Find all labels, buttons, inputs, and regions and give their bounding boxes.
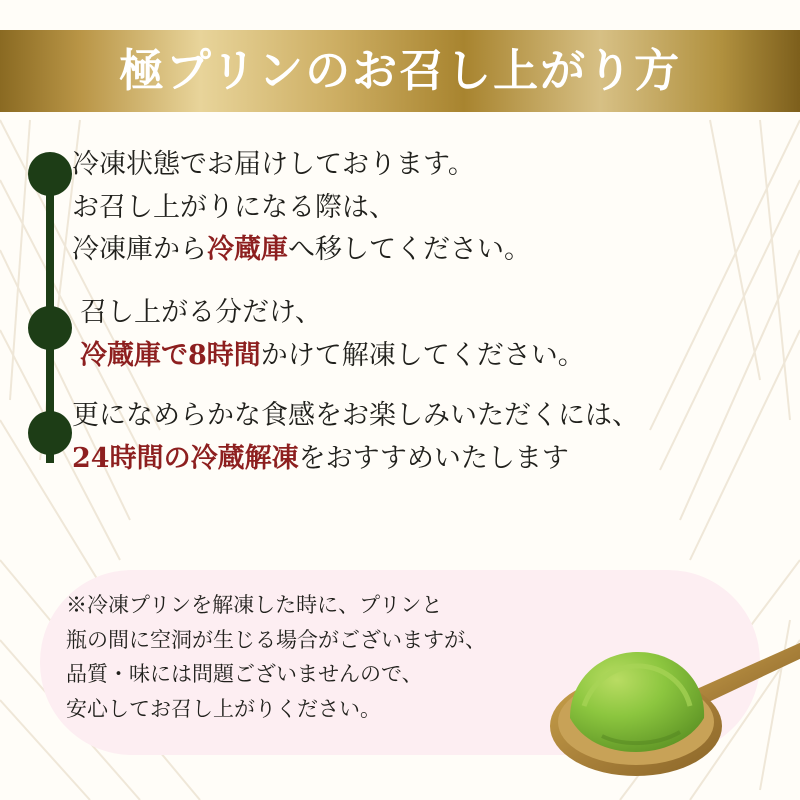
note-line-4: 安心してお召し上がりください。 bbox=[66, 696, 381, 721]
list-item bbox=[0, 284, 800, 377]
note-line-1: ※冷凍プリンを解凍した時に、プリンと bbox=[66, 593, 443, 617]
step-1-line-3 bbox=[72, 229, 800, 272]
text-segment: をおすすめいたします bbox=[298, 442, 569, 474]
step-3-line-2 bbox=[72, 438, 800, 481]
text-segment: かけて解凍してください。 bbox=[260, 339, 585, 371]
step-2-line-2 bbox=[80, 335, 800, 378]
text-segment: へ移してください。 bbox=[288, 234, 531, 266]
step-1-line-1 bbox=[72, 144, 800, 187]
bullet-circle-icon bbox=[28, 411, 72, 455]
highlight-text: 24時間の冷蔵解凍 bbox=[72, 442, 299, 474]
highlight-text: 冷蔵庫 bbox=[207, 234, 288, 266]
page-title: 極プリンのお召し上がり方 bbox=[118, 44, 682, 97]
bullet-circle-icon bbox=[28, 306, 72, 350]
list-item bbox=[0, 130, 800, 272]
step-2-text bbox=[72, 284, 800, 377]
text-segment: 更になめらかな食感をお楽しみいただくには、 bbox=[72, 400, 639, 432]
steps-list bbox=[0, 130, 800, 481]
step-3-line-1 bbox=[72, 395, 800, 438]
list-item bbox=[0, 389, 800, 480]
note-line-3: 品質・味には問題ございませんので、 bbox=[66, 662, 423, 687]
note-line-2: 瓶の間に空洞が生じる場合がございますが、 bbox=[66, 627, 486, 652]
text-segment: 冷凍状態でお届けしております。 bbox=[72, 149, 475, 180]
step-3-text bbox=[72, 389, 800, 480]
step-1-line-2 bbox=[72, 187, 800, 230]
step-1-text bbox=[72, 130, 800, 272]
text-segment: 召し上がる分だけ、 bbox=[80, 296, 322, 328]
text-segment: お召し上がりになる際は、 bbox=[72, 191, 396, 223]
highlight-text: 冷蔵庫で8時間 bbox=[80, 339, 261, 371]
step-connector-line bbox=[46, 174, 54, 326]
matcha-spoon-illustration bbox=[540, 600, 800, 800]
step-2-line-1 bbox=[80, 292, 800, 335]
bullet-circle-icon bbox=[28, 152, 72, 196]
text-segment: 冷凍庫から bbox=[72, 234, 207, 266]
